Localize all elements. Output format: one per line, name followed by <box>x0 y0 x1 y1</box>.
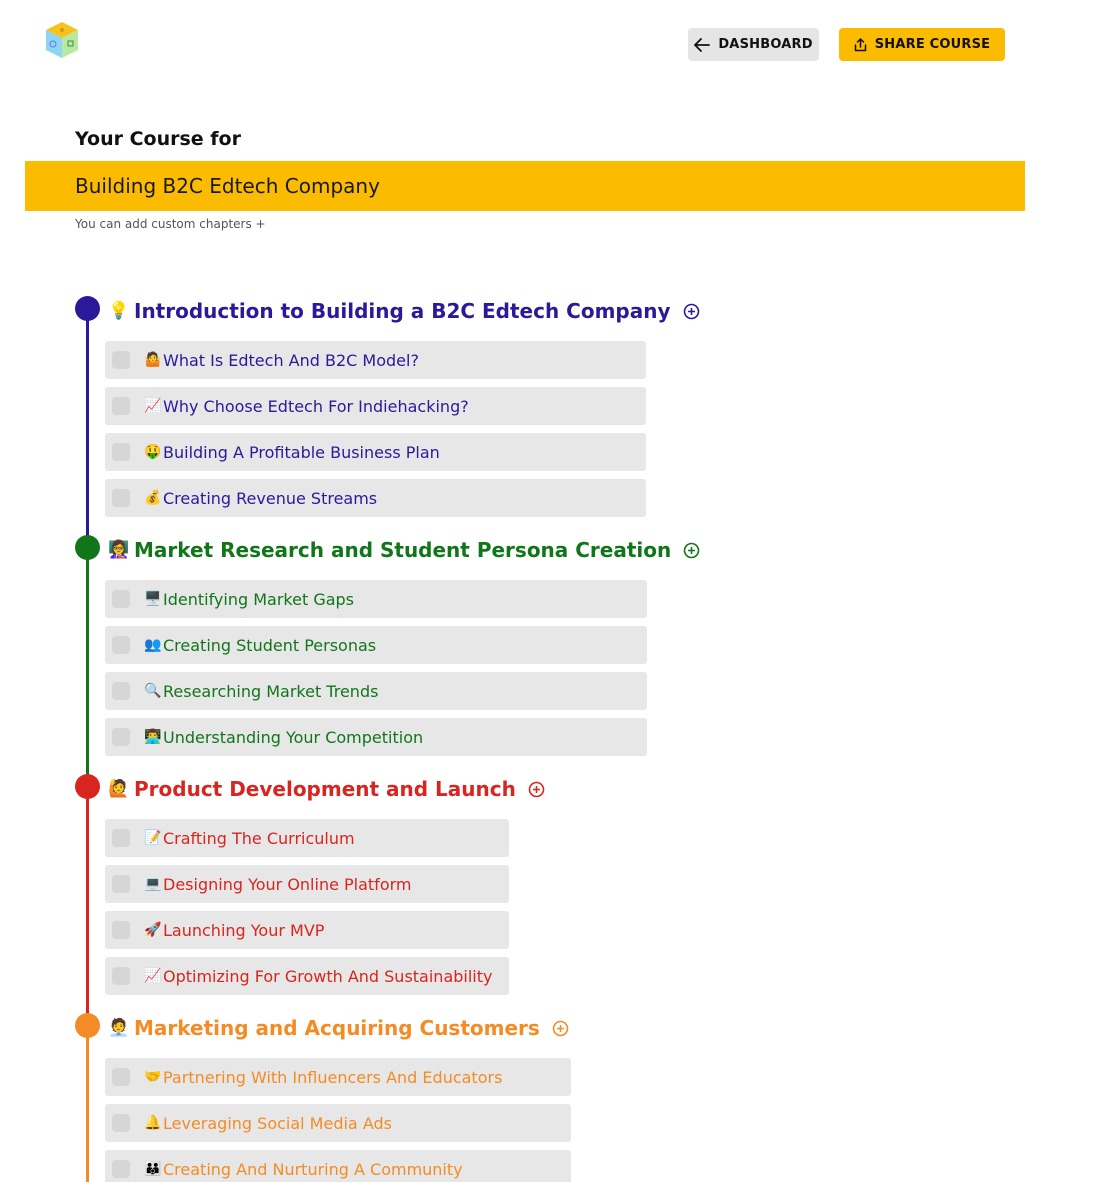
lesson-item[interactable] <box>105 433 646 471</box>
magnifying-glass-icon: 🔍 <box>144 683 162 699</box>
raising-hand-icon: 🙋 <box>108 779 130 799</box>
lesson-item[interactable] <box>105 1058 571 1096</box>
lesson-checkbox[interactable] <box>112 1160 130 1178</box>
people-icon: 👥 <box>144 637 162 653</box>
dashboard-button[interactable] <box>688 28 819 61</box>
chapter-title <box>108 535 700 565</box>
lesson-checkbox[interactable] <box>112 728 130 746</box>
lesson-title: Identifying Market Gaps <box>163 589 355 609</box>
course-title-banner <box>25 161 1025 211</box>
lesson-title: Launching Your MVP <box>163 920 325 940</box>
lesson-item[interactable] <box>105 479 646 517</box>
lesson-item[interactable] <box>105 819 509 857</box>
lesson-item[interactable] <box>105 865 509 903</box>
lesson-title: Creating Student Personas <box>163 635 377 655</box>
chapter-title <box>108 296 700 326</box>
chart-increasing-icon: 📈 <box>144 968 162 984</box>
share-course-button-label: SHARE COURSE <box>874 37 991 52</box>
course-heading: Your Course for <box>75 128 241 150</box>
lesson-item[interactable] <box>105 957 509 995</box>
chapter-title-text: Introduction to Building a B2C Edtech Company <box>134 299 671 323</box>
money-face-icon: 🤑 <box>144 444 162 460</box>
money-bag-icon: 💰 <box>144 490 162 506</box>
lesson-item[interactable] <box>105 911 509 949</box>
lesson-checkbox[interactable] <box>112 351 130 369</box>
family-icon: 👪 <box>144 1161 162 1177</box>
timeline-segment-4 <box>86 1027 89 1182</box>
lesson-item[interactable] <box>105 672 647 710</box>
laptop-icon: 💻 <box>144 876 162 892</box>
add-chapter-hint[interactable]: You can add custom chapters + <box>75 217 266 231</box>
add-lesson-icon[interactable] <box>683 542 700 559</box>
lesson-checkbox[interactable] <box>112 397 130 415</box>
lesson-item[interactable] <box>105 387 646 425</box>
chart-increasing-icon: 📈 <box>144 398 162 414</box>
rocket-icon: 🚀 <box>144 922 162 938</box>
lesson-checkbox[interactable] <box>112 921 130 939</box>
lesson-checkbox[interactable] <box>112 1068 130 1086</box>
lesson-checkbox[interactable] <box>112 967 130 985</box>
lesson-item[interactable] <box>105 341 646 379</box>
chapter-title <box>108 774 545 804</box>
lesson-title: Understanding Your Competition <box>163 727 424 747</box>
chapter-title-text: Marketing and Acquiring Customers <box>134 1016 540 1040</box>
lesson-checkbox[interactable] <box>112 1114 130 1132</box>
lesson-title: Leveraging Social Media Ads <box>163 1113 392 1133</box>
lesson-checkbox[interactable] <box>112 682 130 700</box>
lesson-title: Creating Revenue Streams <box>163 488 378 508</box>
chapter-title-text: Market Research and Student Persona Creation <box>134 538 672 562</box>
timeline-segment-3 <box>86 788 89 1027</box>
dashboard-button-label: DASHBOARD <box>718 37 813 52</box>
lesson-checkbox[interactable] <box>112 590 130 608</box>
lesson-title: Designing Your Online Platform <box>163 874 412 894</box>
chapter-title-text: Product Development and Launch <box>134 777 516 801</box>
technologist-icon: 👨‍💻 <box>144 729 162 745</box>
course-title: Building B2C Edtech Company <box>75 174 380 198</box>
lesson-item[interactable] <box>105 1150 571 1182</box>
lesson-title: Optimizing For Growth And Sustainability <box>163 966 493 986</box>
chapter-title <box>108 1013 569 1043</box>
cube-logo-icon <box>44 20 80 60</box>
lightbulb-icon: 💡 <box>108 301 130 321</box>
chapter-marker <box>75 774 100 799</box>
app-logo[interactable] <box>44 20 80 60</box>
lesson-checkbox[interactable] <box>112 489 130 507</box>
add-lesson-icon[interactable] <box>528 781 545 798</box>
lesson-title: Building A Profitable Business Plan <box>163 442 440 462</box>
shrug-icon: 🤷 <box>144 352 162 368</box>
lesson-title: Why Choose Edtech For Indiehacking? <box>163 396 469 416</box>
chapter-marker <box>75 535 100 560</box>
timeline-segment-2 <box>86 549 89 788</box>
add-lesson-icon[interactable] <box>683 303 700 320</box>
office-worker-icon: 🧑‍💼 <box>108 1018 130 1038</box>
chapter-marker <box>75 296 100 321</box>
memo-icon: 📝 <box>144 830 162 846</box>
share-course-button[interactable] <box>839 28 1005 61</box>
lesson-title: Crafting The Curriculum <box>163 828 355 848</box>
share-icon <box>854 38 867 52</box>
arrow-left-icon <box>694 38 710 52</box>
lesson-title: What Is Edtech And B2C Model? <box>163 350 419 370</box>
lesson-title: Creating And Nurturing A Community <box>163 1159 463 1179</box>
lesson-title: Partnering With Influencers And Educators <box>163 1067 503 1087</box>
timeline-segment-1 <box>86 310 89 549</box>
bell-icon: 🔔 <box>144 1115 162 1131</box>
lesson-checkbox[interactable] <box>112 829 130 847</box>
lesson-checkbox[interactable] <box>112 443 130 461</box>
lesson-checkbox[interactable] <box>112 875 130 893</box>
lesson-title: Researching Market Trends <box>163 681 379 701</box>
lesson-item[interactable] <box>105 580 647 618</box>
lesson-item[interactable] <box>105 718 647 756</box>
lesson-item[interactable] <box>105 1104 571 1142</box>
teacher-icon: 👩‍🏫 <box>108 540 130 560</box>
handshake-icon: 🤝 <box>144 1069 162 1085</box>
chapter-marker <box>75 1013 100 1038</box>
lesson-item[interactable] <box>105 626 647 664</box>
desktop-computer-icon: 🖥️ <box>144 591 162 607</box>
add-lesson-icon[interactable] <box>552 1020 569 1037</box>
lesson-checkbox[interactable] <box>112 636 130 654</box>
